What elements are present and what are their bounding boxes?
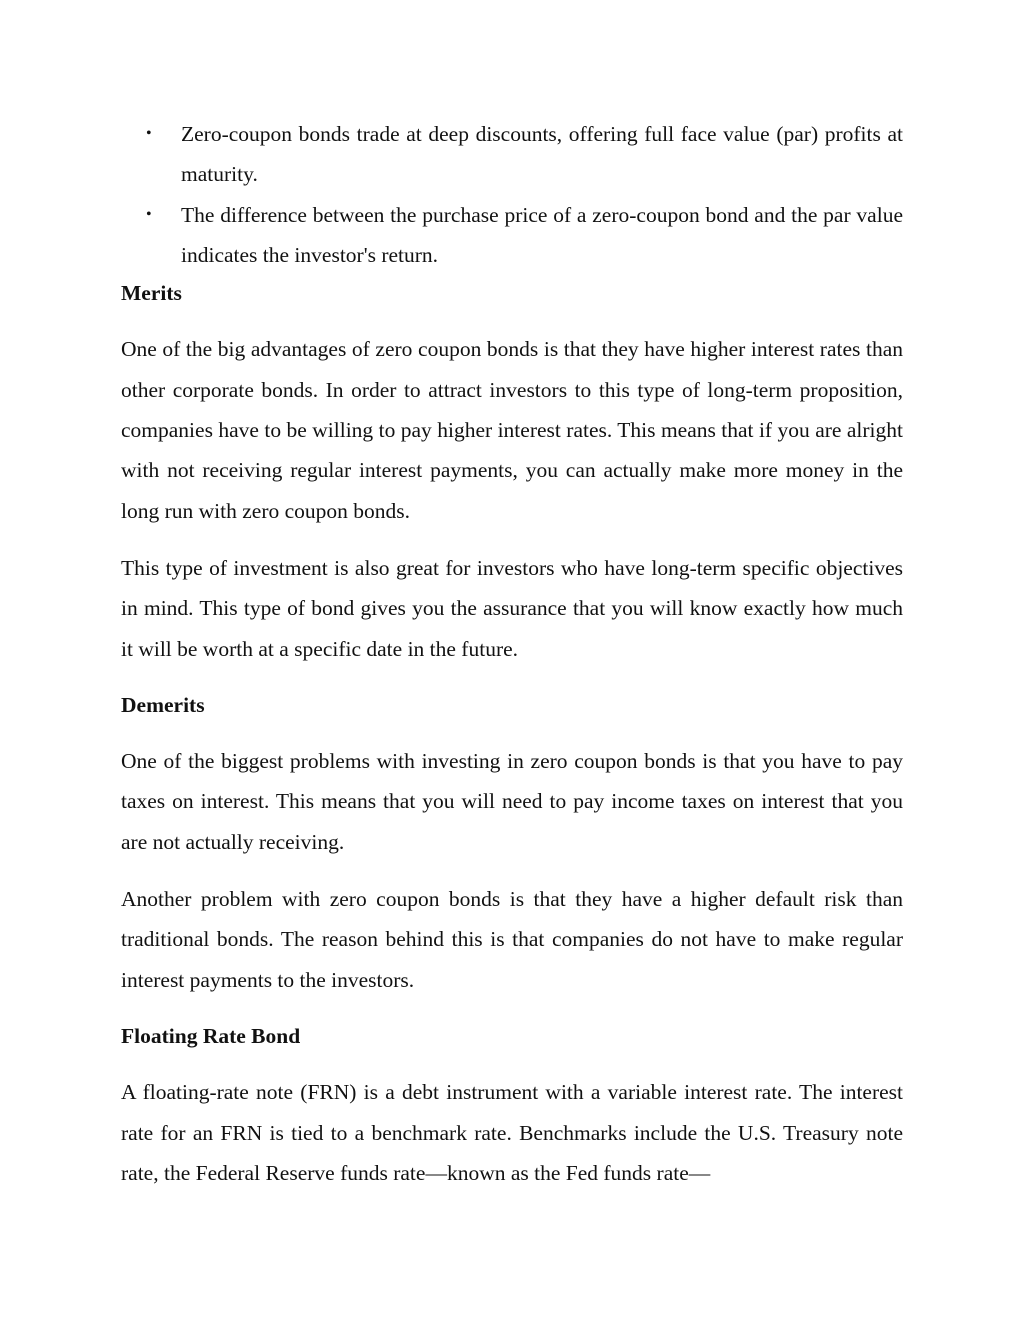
bullet-icon: • [146,125,152,142]
demerits-paragraph: Another problem with zero coupon bonds is that they have a higher default risk than traditional bonds. The reason behind this is that companies do not have to make regular interest payments to the investors. [121,887,903,992]
merits-paragraph: This type of investment is also great for investors who have long-term specific objectives in mind. This type of bond gives you the assurance that you will know exactly how much it will be worth at a specific date in the future. [121,555,903,661]
merits-paragraph: One of the big advantages of zero coupon bonds is that they have higher interest rates than other corporate bonds. In order to attract investors to this type of long-term proposition, companies have to be willing to pay higher interest rates. This means that if you are alright with not receiving regular interest payments, you can actually make more money in the long run with zero coupon bonds. [121,337,903,523]
bullet-text: Zero-coupon bonds trade at deep discounts, offering full face value (par) profits at maturity. [181,122,903,187]
demerits-paragraph: One of the biggest problems with investing in zero coupon bonds is that you have to pay taxes on interest. This means that you will need to pay income taxes on interest that you are not actually receiving. [121,749,903,854]
bullet-icon: • [146,205,152,223]
page-content [121,114,903,1193]
bullet-text: The difference between the purchase price of a zero-coupon bond and the par value indicates the investor's return. [181,202,903,267]
merits-heading: Merits [121,281,182,306]
floating-rate-bond-paragraph: A floating-rate note (FRN) is a debt instrument with a variable interest rate. The interest rate for an FRN is tied to a benchmark rate. Benchmarks include the U.S. Treasury note rate, the Federal Reserve funds rate—known as the Fed funds rate— [121,1080,903,1185]
bullet-item [121,195,903,276]
bullet-list [121,114,903,275]
bullet-item [121,114,903,195]
floating-rate-bond-heading: Floating Rate Bond [121,1023,301,1048]
demerits-heading: Demerits [121,692,205,717]
